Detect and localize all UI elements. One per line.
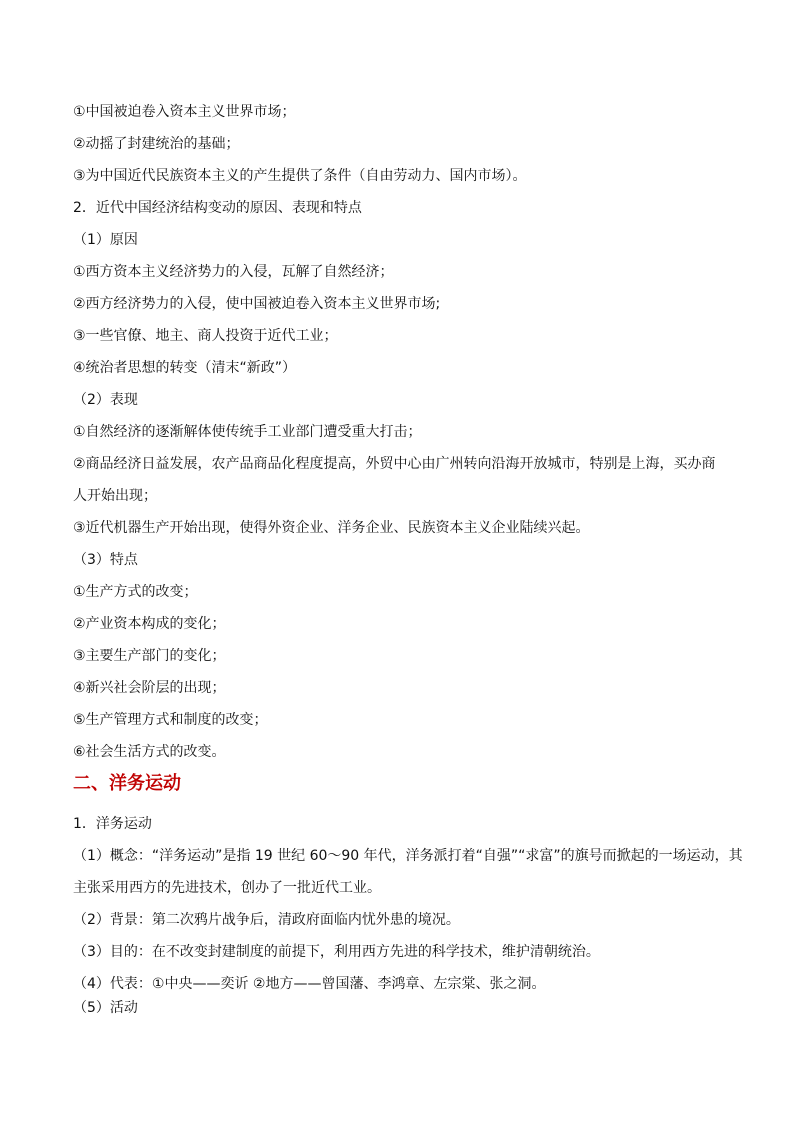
paragraph-line: （1）概念：“洋务运动”是指 19 世纪 60～90 年代，洋务派打着“自强”“求富”的旗号而掀起的一场运动，其 <box>73 848 743 864</box>
subsection-title: 1．洋务运动 <box>73 816 152 832</box>
paragraph-line: 主张采用西方的先进技术，创办了一批近代工业。 <box>73 880 381 896</box>
list-item: ③为中国近代民族资本主义的产生提供了条件（自由劳动力、国内市场）。 <box>73 168 527 184</box>
list-item: ③主要生产部门的变化； <box>73 648 226 664</box>
list-item: ①生产方式的改变； <box>73 584 198 600</box>
paragraph-line: （5）活动 <box>73 1000 138 1016</box>
paragraph-line: （2）背景：第二次鸦片战争后，清政府面临内忧外患的境况。 <box>73 912 460 928</box>
list-item: ⑤生产管理方式和制度的改变； <box>73 712 268 728</box>
subheading: （2）表现 <box>73 392 138 408</box>
paragraph-line: （3）目的：在不改变封建制度的前提下，利用西方先进的科学技术，维护清朝统治。 <box>73 944 600 960</box>
list-item: ⑥社会生活方式的改变。 <box>73 744 226 760</box>
list-item: ②西方经济势力的入侵，使中国被迫卷入资本主义世界市场; <box>73 296 441 312</box>
list-item: ①中国被迫卷入资本主义世界市场； <box>73 104 296 120</box>
list-item-continuation: 人开始出现； <box>73 488 157 504</box>
list-item: ②产业资本构成的变化； <box>73 616 226 632</box>
list-item: ③一些官僚、地主、商人投资于近代工业； <box>73 328 338 344</box>
list-item: ①西方资本主义经济势力的入侵，瓦解了自然经济； <box>73 264 394 280</box>
list-item: ①自然经济的逐渐解体使传统手工业部门遭受重大打击； <box>73 424 422 440</box>
list-item: ③近代机器生产开始出现，使得外资企业、洋务企业、民族资本主义企业陆续兴起。 <box>73 520 590 536</box>
list-item: ②商品经济日益发展，农产品商品化程度提高，外贸中心由广州转向沿海开放城市，特别是上海，买办商 <box>73 456 716 472</box>
list-item: ②动摇了封建统治的基础； <box>73 136 240 152</box>
subheading: （1）原因 <box>73 232 138 248</box>
subheading: （3）特点 <box>73 552 138 568</box>
section-heading: 二、洋务运动 <box>73 773 181 794</box>
list-item: ④统治者思想的转变（清末“新政”） <box>73 360 297 376</box>
paragraph-line: （4）代表：①中央——奕䜣 ②地方——曾国藩、李鸿章、左宗棠、张之洞。 <box>73 976 546 992</box>
list-item: ④新兴社会阶层的出现； <box>73 680 226 696</box>
subsection-title: 2．近代中国经济结构变动的原因、表现和特点 <box>73 200 362 216</box>
